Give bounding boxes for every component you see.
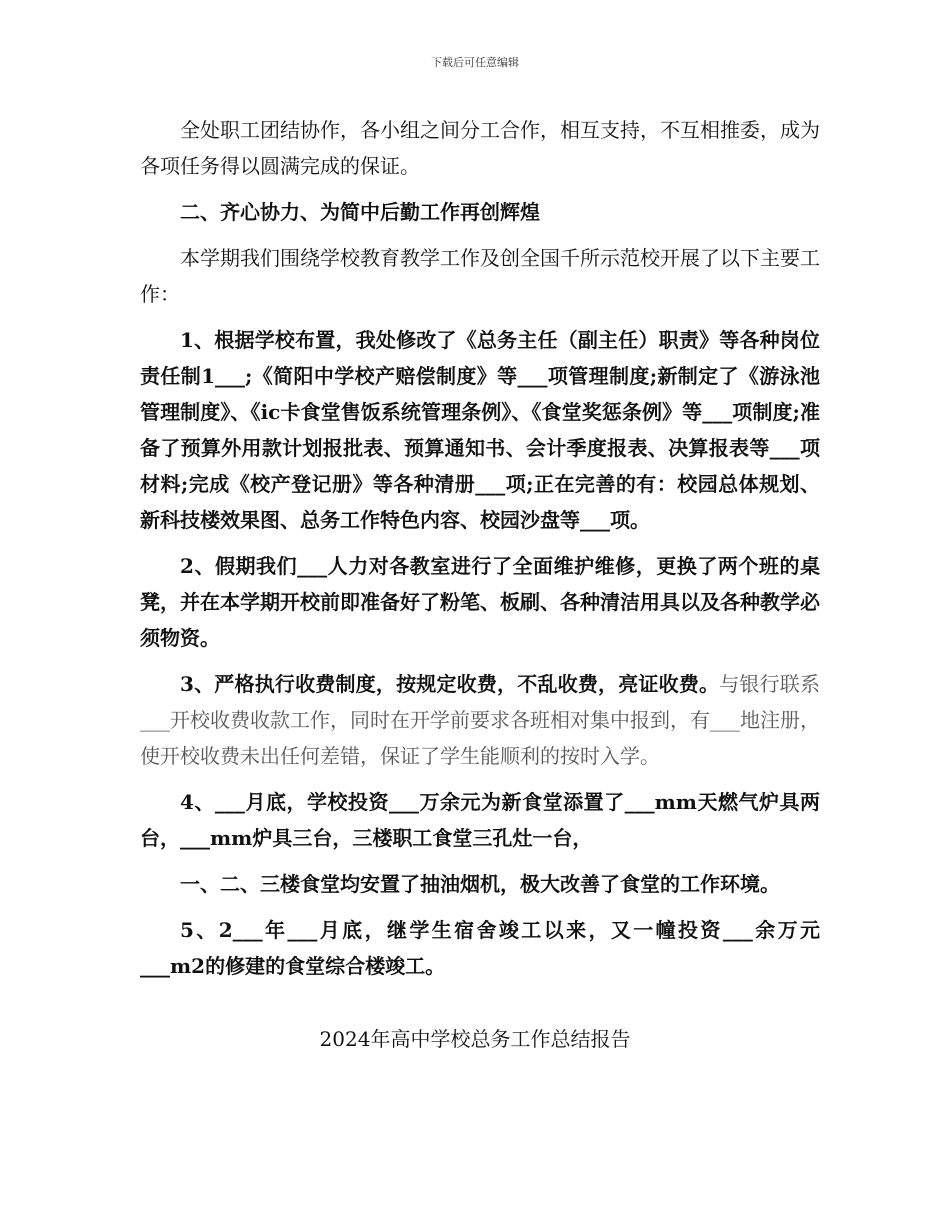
document-body: [140, 112, 820, 984]
list-item-1: 1、根据学校布置，我处修改了《总务主任（副主任）职责》等各种岗位责任制1___;《简阳中学校产赔偿制度》等___项管理制度;新制定了《游泳池管理制度》、《ic卡食堂售饭系统管理条例》、《食堂奖惩条例》等___项制度;准备了预算外用款计划报批表、预算通知书、会计季度报表、决算报表等___项材料;完成《校产登记册》等各种清册___项;正在完善的有：校园总体规划、新科技楼效果图、总务工作特色内容、校园沙盘等___项。: [140, 328, 820, 532]
page-header: 下载后可任意编辑: [431, 56, 519, 69]
paragraph-teamwork: 全处职工团结协作，各小组之间分工合作，相互支持，不互相推委，成为各项任务得以圆满完成的保证。: [140, 118, 820, 178]
list-item-5: 5、2___年___月底，继学生宿舍竣工以来，又一幢投资___余万元___m2的修建的食堂综合楼竣工。: [140, 918, 820, 978]
list-item-4-continued: 一、二、三楼食堂均安置了抽油烟机，极大改善了食堂的工作环境。: [180, 872, 780, 896]
paragraph-intro: 本学期我们围绕学校教育教学工作及创全国千所示范校开展了以下主要工作：: [140, 246, 820, 306]
list-item-3-bold: 3、严格执行收费制度，按规定收费，不乱收费，亮证收费。: [180, 672, 720, 696]
list-item-3: [140, 666, 820, 774]
list-item-3-rest: 与银行联系___开校收费收款工作，同时在开学前要求各班相对集中报到，有___地注册，使开校收费未出任何差错，保证了学生能顺利的按时入学。: [140, 672, 821, 768]
document-title: 2024年高中学校总务工作总结报告: [319, 1027, 631, 1051]
list-item-2: 2、假期我们___人力对各教室进行了全面维护维修，更换了两个班的桌凳，并在本学期开校前即准备好了粉笔、板刷、各种清洁用具以及各种教学必须物资。: [140, 554, 820, 650]
section-heading: 二、齐心协力、为简中后勤工作再创辉煌: [180, 200, 540, 224]
list-item-4: 4、___月底，学校投资___万余元为新食堂添置了___mm天燃气炉具两台，___mm炉具三台，三楼职工食堂三孔灶一台，: [140, 790, 820, 850]
